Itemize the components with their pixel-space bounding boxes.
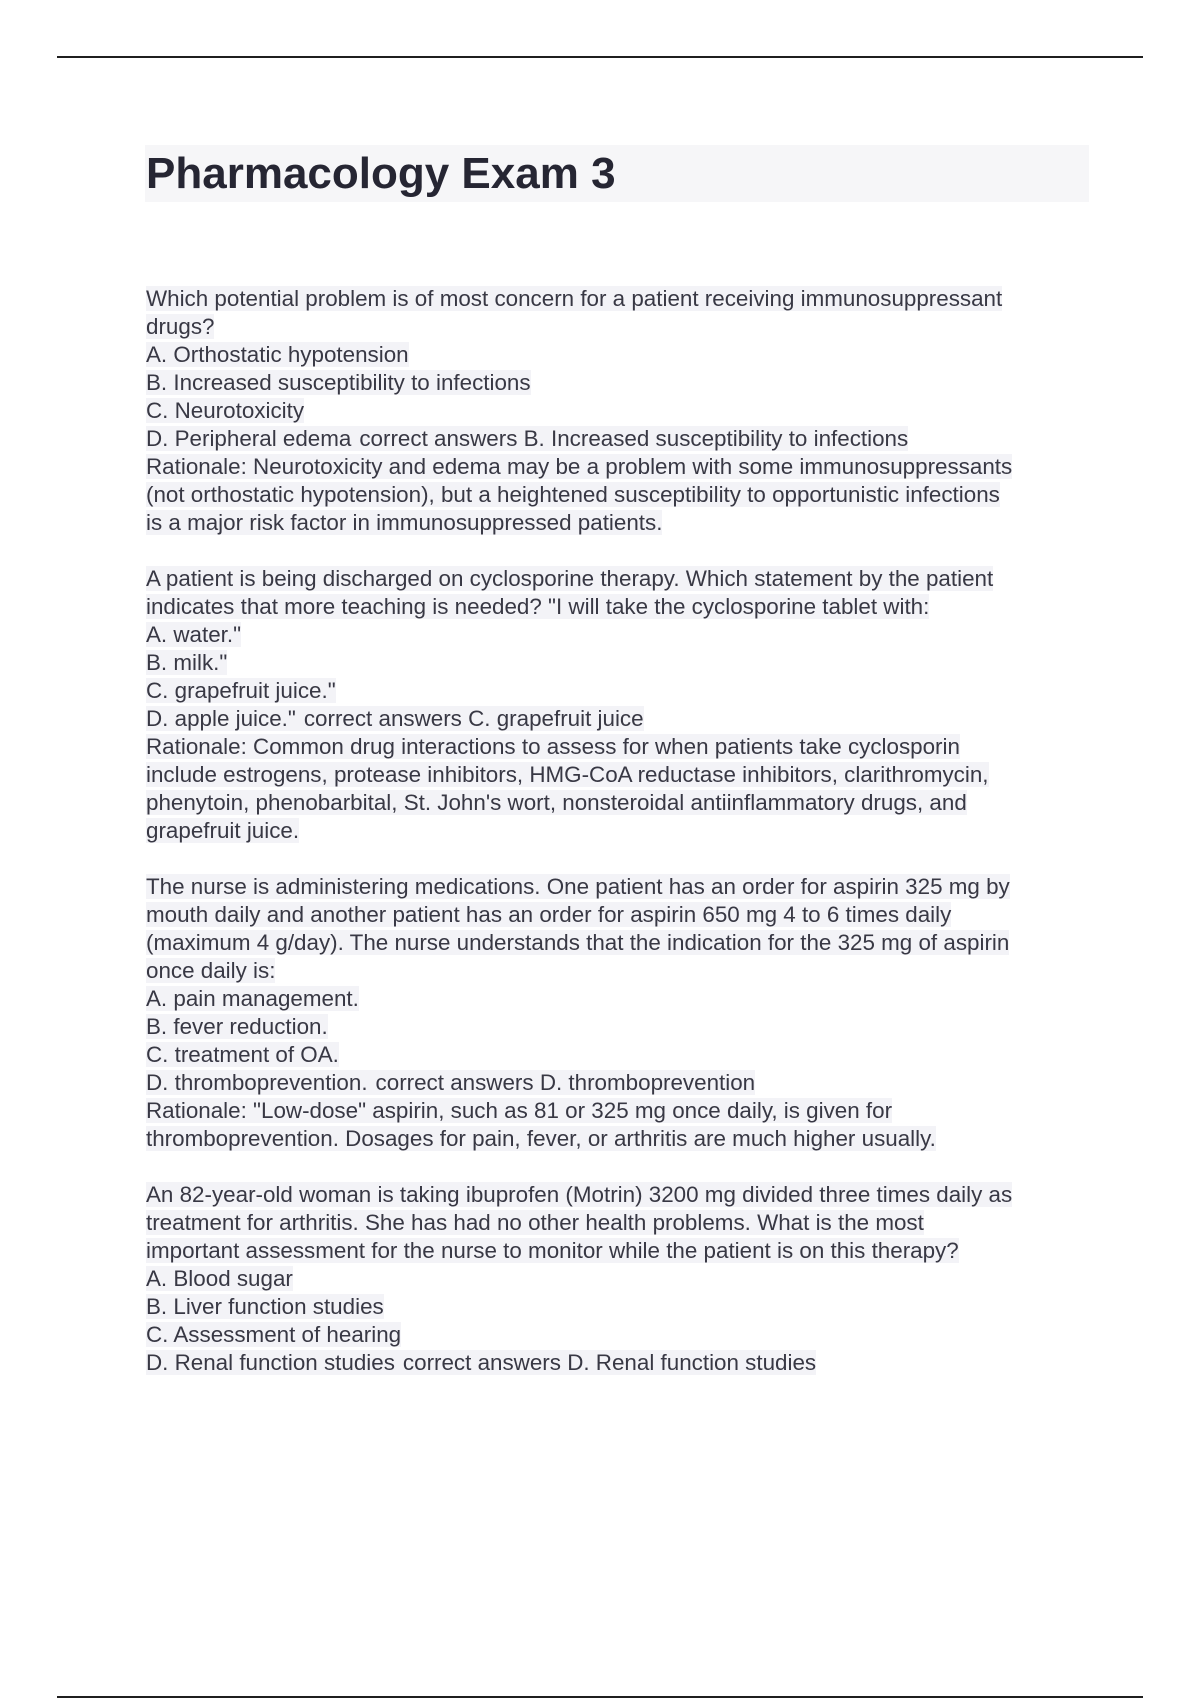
correct-answers-label: correct answers xyxy=(402,1350,561,1375)
correct-answer: B. Increased susceptibility to infections xyxy=(523,426,909,451)
answer-option-text: A. water." xyxy=(146,622,242,647)
rationale-line xyxy=(146,1125,1086,1153)
answer-option xyxy=(146,677,1086,705)
question-stem-line-text: A patient is being discharged on cyclosporine therapy. Which statement by the patient xyxy=(146,566,994,591)
rationale-line-text: is a major risk factor in immunosuppressed patients. xyxy=(146,510,663,535)
question-stem-line-text: (maximum 4 g/day). The nurse understands that the indication for the 325 mg of aspirin xyxy=(146,930,1010,955)
correct-answers-label: correct answers xyxy=(375,1070,534,1095)
question-list xyxy=(146,285,1086,1405)
rationale-line-text: phenytoin, phenobarbital, St. John's wort, nonsteroidal antiinflammatory drugs, and xyxy=(146,790,967,815)
answer-option-text: A. Blood sugar xyxy=(146,1266,293,1291)
top-rule xyxy=(57,56,1143,58)
answer-option xyxy=(146,1041,1086,1069)
answer-option xyxy=(146,1321,1086,1349)
rationale-line xyxy=(146,509,1086,537)
answer-option xyxy=(146,341,1086,369)
correct-answer: D. Renal function studies xyxy=(567,1350,817,1375)
correct-answers-label: correct answers xyxy=(359,426,518,451)
question-stem-line-text: The nurse is administering medications. One patient has an order for aspirin 325 mg by xyxy=(146,874,1010,899)
bottom-rule xyxy=(57,1696,1143,1698)
question-stem-line-text: Which potential problem is of most concern for a patient receiving immunosuppressant xyxy=(146,286,1003,311)
question-stem-line xyxy=(146,929,1086,957)
answer-option xyxy=(146,1293,1086,1321)
question-stem-line xyxy=(146,593,1086,621)
correct-answer: D. thromboprevention xyxy=(539,1070,756,1095)
answer-option-text: C. Neurotoxicity xyxy=(146,398,305,423)
rationale-line xyxy=(146,733,1086,761)
rationale-line-text: grapefruit juice. xyxy=(146,818,300,843)
question-stem-line xyxy=(146,1181,1086,1209)
question-stem-line xyxy=(146,901,1086,929)
question-stem-line xyxy=(146,873,1086,901)
rationale-line-text: (not orthostatic hypotension), but a heightened susceptibility to opportunistic infections xyxy=(146,482,1000,507)
rationale-line xyxy=(146,761,1086,789)
question-stem-line xyxy=(146,285,1086,313)
question-stem-line xyxy=(146,1237,1086,1265)
question-stem-line-text: mouth daily and another patient has an order for aspirin 650 mg 4 to 6 times daily xyxy=(146,902,952,927)
question-stem-line-text: An 82-year-old woman is taking ibuprofen (Motrin) 3200 mg divided three times daily as xyxy=(146,1182,1013,1207)
answer-option-text: D. Peripheral edema xyxy=(146,426,352,451)
correct-answers-label: correct answers xyxy=(303,706,462,731)
answer-option-text: B. Increased susceptibility to infections xyxy=(146,370,531,395)
correct-answer: C. grapefruit juice xyxy=(468,706,644,731)
question-stem-line xyxy=(146,313,1086,341)
rationale-line xyxy=(146,1097,1086,1125)
answer-option xyxy=(146,425,1086,453)
question-block xyxy=(146,1181,1086,1377)
answer-line-wrapper xyxy=(146,706,644,731)
document-title: Pharmacology Exam 3 xyxy=(146,149,616,198)
answer-option xyxy=(146,705,1086,733)
answer-option-text: D. Renal function studies xyxy=(146,1350,395,1375)
answer-option-text: C. grapefruit juice." xyxy=(146,678,336,703)
answer-option xyxy=(146,1013,1086,1041)
question-stem-line xyxy=(146,565,1086,593)
answer-line-wrapper xyxy=(146,1350,816,1375)
answer-option-text: D. thromboprevention. xyxy=(146,1070,368,1095)
answer-option-text: B. Liver function studies xyxy=(146,1294,384,1319)
answer-option-text: A. pain management. xyxy=(146,986,359,1011)
rationale-line xyxy=(146,453,1086,481)
answer-option xyxy=(146,369,1086,397)
answer-option-text: C. treatment of OA. xyxy=(146,1042,339,1067)
answer-option xyxy=(146,649,1086,677)
rationale-line-text: thromboprevention. Dosages for pain, fever, or arthritis are much higher usually. xyxy=(146,1126,936,1151)
answer-option-text: B. fever reduction. xyxy=(146,1014,328,1039)
answer-option xyxy=(146,1349,1086,1377)
question-stem-line-text: important assessment for the nurse to monitor while the patient is on this therapy? xyxy=(146,1238,959,1263)
answer-option-text: B. milk." xyxy=(146,650,228,675)
rationale-line-text: Rationale: "Low-dose" aspirin, such as 81 or 325 mg once daily, is given for xyxy=(146,1098,893,1123)
answer-option xyxy=(146,621,1086,649)
answer-option xyxy=(146,1069,1086,1097)
question-block xyxy=(146,565,1086,845)
question-block xyxy=(146,873,1086,1153)
rationale-line xyxy=(146,817,1086,845)
rationale-line xyxy=(146,481,1086,509)
question-stem-line-text: indicates that more teaching is needed? "I will take the cyclosporine tablet with: xyxy=(146,594,930,619)
question-stem-line xyxy=(146,957,1086,985)
question-stem-line xyxy=(146,1209,1086,1237)
answer-option xyxy=(146,1265,1086,1293)
answer-option xyxy=(146,985,1086,1013)
answer-line-wrapper xyxy=(146,426,908,451)
answer-option xyxy=(146,397,1086,425)
answer-option-text: D. apple juice." xyxy=(146,706,296,731)
question-block xyxy=(146,285,1086,537)
question-stem-line-text: once daily is: xyxy=(146,958,276,983)
question-stem-line-text: treatment for arthritis. She has had no other health problems. What is the most xyxy=(146,1210,924,1235)
answer-line-wrapper xyxy=(146,1070,755,1095)
question-stem-line-text: drugs? xyxy=(146,314,215,339)
answer-option-text: A. Orthostatic hypotension xyxy=(146,342,409,367)
rationale-line-text: Rationale: Neurotoxicity and edema may be a problem with some immunosuppressants xyxy=(146,454,1013,479)
answer-option-text: C. Assessment of hearing xyxy=(146,1322,402,1347)
rationale-line-text: Rationale: Common drug interactions to assess for when patients take cyclosporin xyxy=(146,734,960,759)
rationale-line-text: include estrogens, protease inhibitors, HMG-CoA reductase inhibitors, clarithromycin, xyxy=(146,762,989,787)
rationale-line xyxy=(146,789,1086,817)
